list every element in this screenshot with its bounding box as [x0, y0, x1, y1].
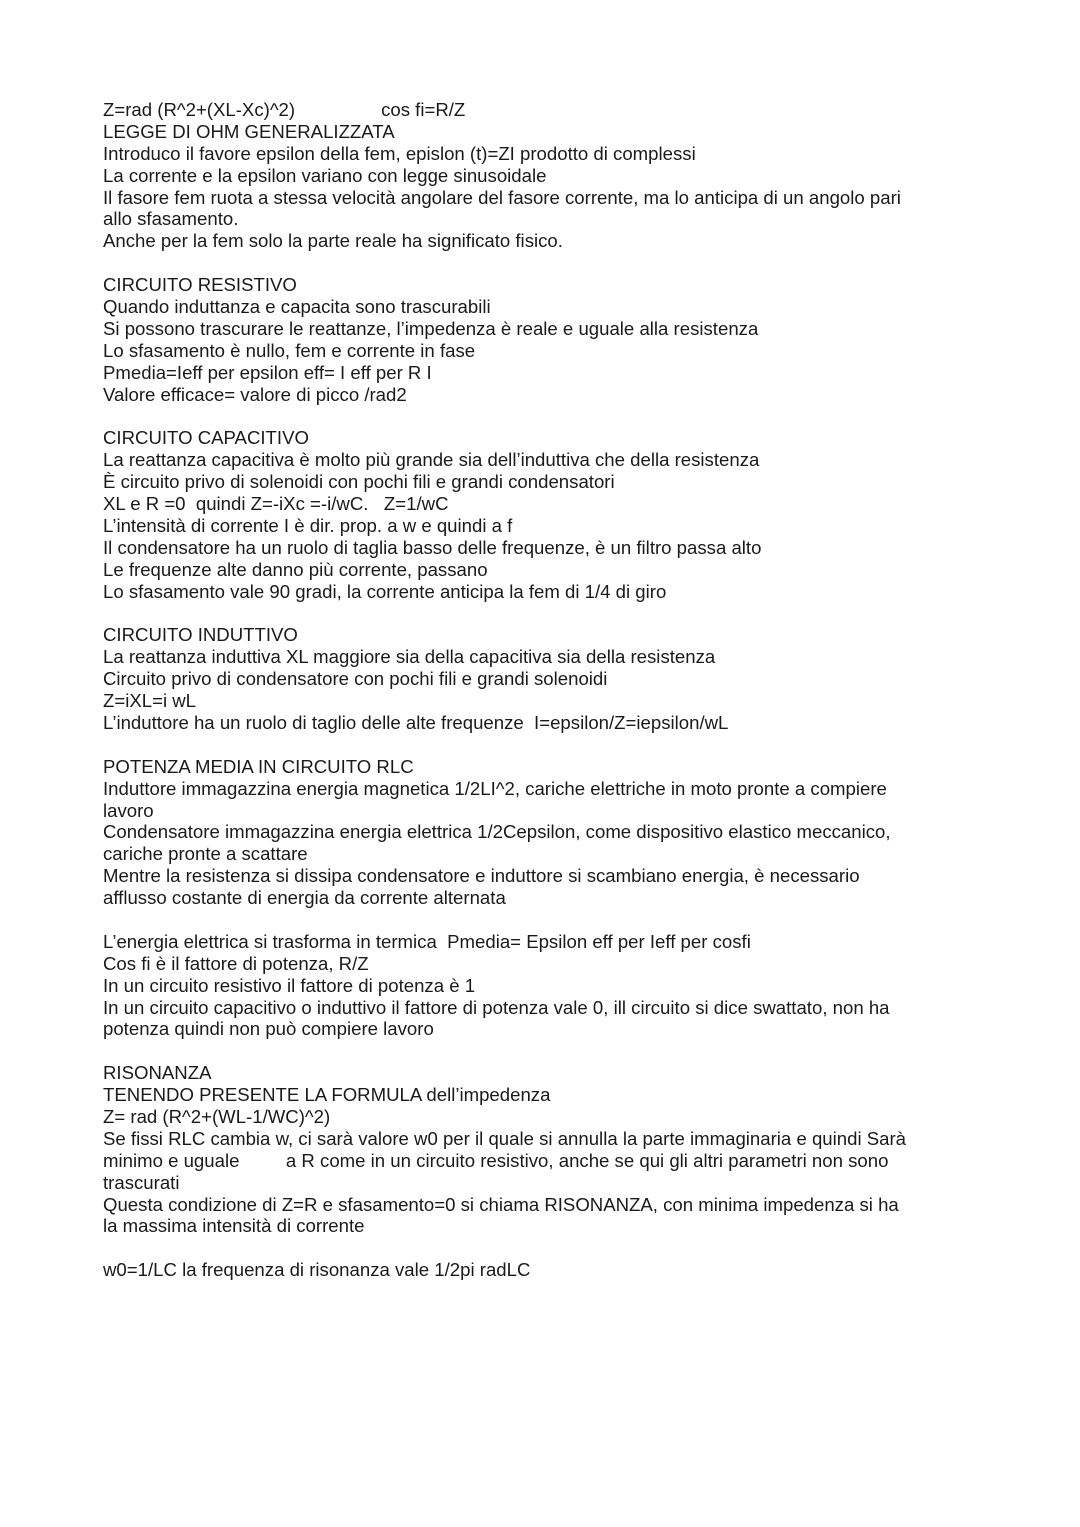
impedance-formula: Z=rad (R^2+(XL-Xc)^2)	[103, 99, 296, 120]
section-circuito-resistivo	[103, 274, 983, 405]
text-line: Le frequenze alte danno più corrente, passano	[103, 558, 488, 580]
text-line: Z= rad (R^2+(WL-1/WC)^2)	[103, 1105, 331, 1127]
spacer	[103, 405, 983, 427]
text-line: L’induttore ha un ruolo di taglio delle alte frequenze I=epsilon/Z=iepsilon/wL	[103, 711, 729, 733]
text-line: Anche per la fem solo la parte reale ha significato fisico.	[103, 230, 563, 252]
section-heading: LEGGE DI OHM GENERALIZZATA	[103, 120, 395, 142]
text-line: Se fissi RLC cambia w, ci sarà valore w0 per il quale si annulla la parte immaginaria e quindi Sarà	[103, 1127, 907, 1149]
text-line: minimo e uguale a R come in un circuito resistivo, anche se qui gli altri parametri non sono	[103, 1149, 889, 1171]
spacer	[103, 602, 983, 624]
text-line: Circuito privo di condensatore con pochi fili e grandi solenoidi	[103, 668, 608, 690]
spacer	[103, 252, 983, 274]
text-line: Induttore immagazzina energia magnetica 1/2LI^2, cariche elettriche in moto pronte a compiere	[103, 777, 887, 799]
section-potenza-media	[103, 756, 983, 909]
text-line: potenza quindi non può compiere lavoro	[103, 1018, 434, 1040]
text-line: Condensatore immagazzina energia elettrica 1/2Cepsilon, come dispositivo elastico meccanico,	[103, 821, 891, 843]
section-circuito-capacitivo	[103, 427, 983, 602]
text-line: Cos fi è il fattore di potenza, R/Z	[103, 952, 369, 974]
text-line: Mentre la resistenza si dissipa condensatore e induttore si scambiano energia, è necessario	[103, 865, 860, 887]
section-heading: CIRCUITO RESISTIVO	[103, 274, 297, 296]
text-line: Il condensatore ha un ruolo di taglia basso delle frequenze, è un filtro passa alto	[103, 536, 762, 558]
section-heading: CIRCUITO INDUTTIVO	[103, 624, 298, 646]
text-line: XL e R =0 quindi Z=-iXc =-i/wC. Z=1/wC	[103, 493, 449, 515]
section-intro	[103, 99, 983, 252]
text-line: lavoro	[103, 799, 154, 821]
power-factor-formula: cos fi=R/Z	[381, 99, 466, 120]
text-line: trascurati	[103, 1171, 180, 1193]
text-line: Z=iXL=i wL	[103, 690, 197, 712]
section-circuito-induttivo	[103, 624, 983, 733]
spacer	[103, 1237, 983, 1259]
text-line: Questa condizione di Z=R e sfasamento=0 si chiama RISONANZA, con minima impedenza si ha	[103, 1193, 899, 1215]
text-line: L’energia elettrica si trasforma in termica Pmedia= Epsilon eff per Ieff per cosfi	[103, 930, 751, 952]
spacer	[103, 909, 983, 931]
text-line: Si possono trascurare le reattanze, l’impedenza è reale e uguale alla resistenza	[103, 317, 759, 339]
text-line: TENENDO PRESENTE LA FORMULA dell’impedenza	[103, 1084, 551, 1106]
text-line: afflusso costante di energia da corrente alternata	[103, 887, 506, 909]
text-line: la massima intensità di corrente	[103, 1215, 365, 1237]
section-heading: RISONANZA	[103, 1062, 212, 1084]
text-line: La corrente e la epsilon variano con legge sinusoidale	[103, 164, 547, 186]
section-fattore-potenza	[103, 931, 983, 1040]
section-frequenza-risonanza	[103, 1259, 983, 1281]
text-line: Lo sfasamento è nullo, fem e corrente in fase	[103, 339, 476, 361]
text-line: Il fasore fem ruota a stessa velocità angolare del fasore corrente, ma lo anticipa di un angolo pari	[103, 186, 901, 208]
text-line: cariche pronte a scattare	[103, 843, 308, 865]
text-line: È circuito privo di solenoidi con pochi fili e grandi condensatori	[103, 471, 615, 493]
section-heading: POTENZA MEDIA IN CIRCUITO RLC	[103, 755, 414, 777]
spacer	[103, 1040, 983, 1062]
text-line: L’intensità di corrente I è dir. prop. a w e quindi a f	[103, 514, 513, 536]
text-line: Introduco il favore epsilon della fem, epislon (t)=ZI prodotto di complessi	[103, 142, 696, 164]
text-line: Pmedia=Ieff per epsilon eff= I eff per R I	[103, 361, 432, 383]
spacer	[103, 734, 983, 756]
text-line: Valore efficace= valore di picco /rad2	[103, 383, 407, 405]
section-risonanza	[103, 1062, 983, 1237]
impedance-formula-line	[103, 99, 983, 121]
text-line: allo sfasamento.	[103, 208, 239, 230]
section-heading: CIRCUITO CAPACITIVO	[103, 427, 309, 449]
text-line: La reattanza capacitiva è molto più grande sia dell’induttiva che della resistenza	[103, 449, 760, 471]
text-line: In un circuito resistivo il fattore di potenza è 1	[103, 974, 476, 996]
text-line: Lo sfasamento vale 90 gradi, la corrente anticipa la fem di 1/4 di giro	[103, 580, 667, 602]
text-line: La reattanza induttiva XL maggiore sia della capacitiva sia della resistenza	[103, 646, 716, 668]
text-line: Quando induttanza e capacita sono trascurabili	[103, 296, 491, 318]
text-line: w0=1/LC la frequenza di risonanza vale 1/2pi radLC	[103, 1259, 531, 1281]
notes-body	[103, 99, 983, 1281]
text-line: In un circuito capacitivo o induttivo il fattore di potenza vale 0, ill circuito si dice swattato, non ha	[103, 996, 890, 1018]
